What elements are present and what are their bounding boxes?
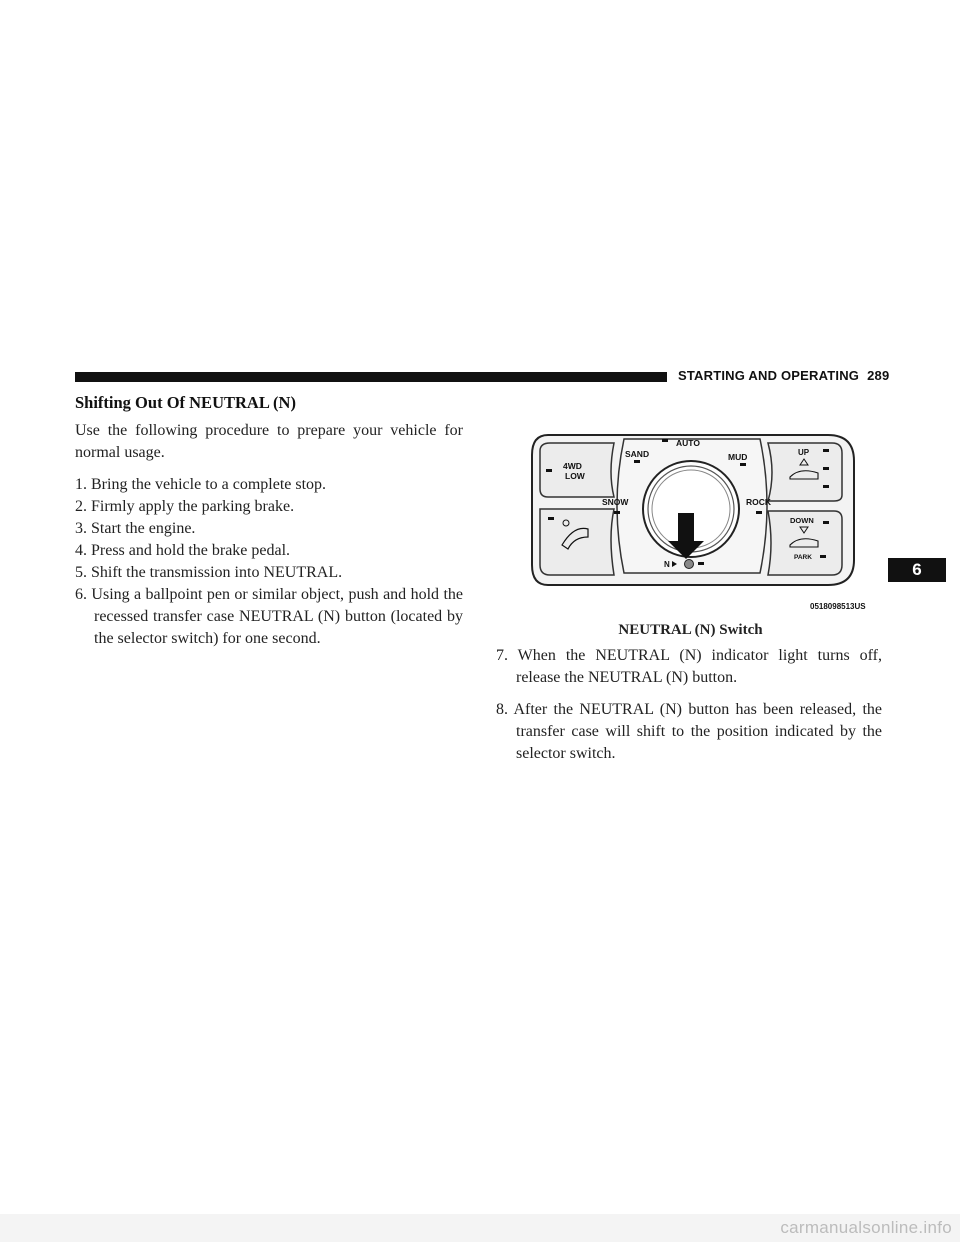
neutral-indicator: [698, 562, 704, 565]
step-7: 7. When the NEUTRAL (N) indicator light turns off, release the NEUTRAL (N) button.: [496, 647, 882, 686]
4wd-indicator: [546, 469, 552, 472]
label-4wd: 4WD: [563, 461, 582, 471]
neutral-label: N: [664, 560, 670, 569]
chapter-tab: 6: [888, 558, 946, 582]
step-4: 4. Press and hold the brake pedal.: [75, 542, 291, 559]
watermark-bar: [0, 1214, 960, 1242]
snow-indicator: [614, 511, 620, 514]
label-down: DOWN: [790, 516, 814, 525]
neutral-switch-figure: [528, 425, 883, 615]
step-2: 2. Firmly apply the parking brake.: [75, 498, 295, 515]
auto-indicator: [662, 439, 668, 442]
intro-paragraph: Use the following procedure to prepare your vehicle for normal usage.: [75, 422, 463, 461]
mud-indicator: [740, 463, 746, 466]
arrow-shaft: [678, 513, 694, 543]
left-column: [75, 420, 463, 650]
rock-indicator: [756, 511, 762, 514]
figure-code: 0518098513US: [810, 602, 866, 611]
page-number: 289: [867, 368, 890, 383]
label-rock: ROCK: [746, 497, 772, 507]
section-title: Shifting Out Of NEUTRAL (N): [75, 393, 296, 412]
right-column: [496, 645, 882, 775]
neutral-button: [685, 560, 694, 569]
label-up: UP: [798, 448, 810, 457]
header-title: STARTING AND OPERATING: [678, 368, 860, 383]
label-park: PARK: [794, 554, 812, 561]
watermark-text: carmanualsonline.info: [780, 1218, 952, 1237]
label-mud: MUD: [728, 452, 748, 462]
label-snow: SNOW: [602, 497, 629, 507]
step-5: 5. Shift the transmission into NEUTRAL.: [75, 564, 343, 581]
step-1: 1. Bring the vehicle to a complete stop.: [75, 476, 327, 493]
running-header: [678, 368, 889, 383]
figure-caption: NEUTRAL (N) Switch: [618, 622, 763, 638]
selector-switch-illustration: [528, 425, 883, 615]
step-6: 6. Using a ballpoint pen or similar object, push and hold the recessed transfer case NEUTRAL (N) button (located by the selector switch) for one second.: [75, 586, 463, 647]
label-low: LOW: [565, 471, 585, 481]
step-3: 3. Start the engine.: [75, 520, 196, 537]
label-sand: SAND: [625, 449, 650, 459]
step-8: 8. After the NEUTRAL (N) button has been released, the transfer case will shift to the position indicated by the selector switch.: [496, 701, 882, 762]
header-rule: [75, 372, 667, 382]
sand-indicator: [634, 460, 640, 463]
label-auto: AUTO: [676, 438, 700, 448]
